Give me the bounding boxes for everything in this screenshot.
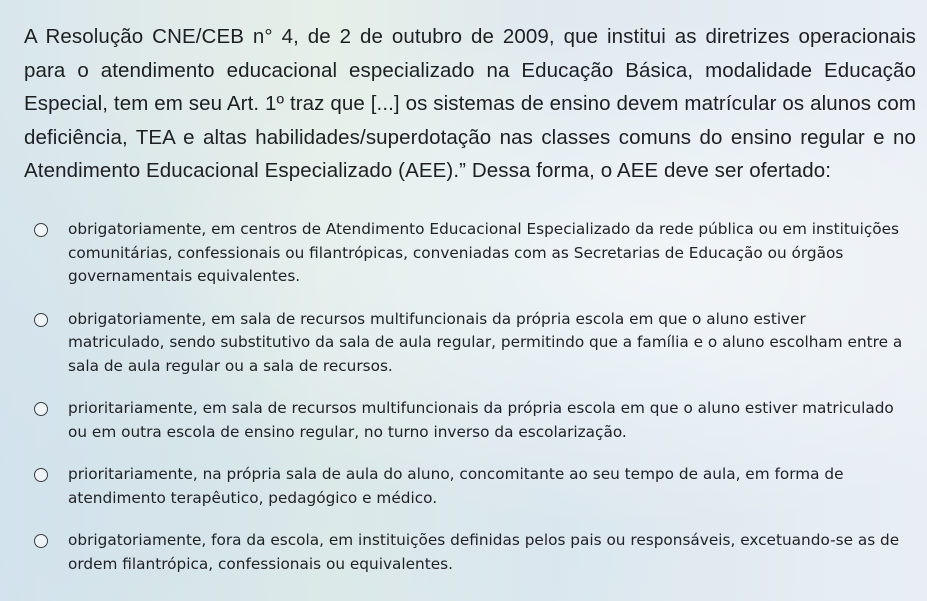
answer-option-label[interactable]: obrigatoriamente, em centros de Atendimento Educacional Especializado da rede pública ou em instituições comunitárias, confessionais ou filantrópicas, conveniadas com as Secretarias de Educação ou órgãos governamentais equivalentes. (68, 220, 899, 285)
radio-button-c[interactable] (34, 402, 48, 416)
question-text: A Resolução CNE/CEB n° 4, de 2 de outubro de 2009, que institui as diretrizes operacionais para o atendimento educacional especializado na Educação Básica, modalidade Educação Especial, tem em seu Art. 1º traz que [...] os sistemas de ensino devem matrícular os alunos com deficiência, TEA e altas habilidades/superdotação nas classes comuns do ensino regular e no Atendimento Educacional Especializado (AEE).” Dessa forma, o AEE deve ser ofertado: (24, 25, 916, 182)
answer-option-a[interactable] (34, 218, 914, 289)
answer-option-label[interactable]: obrigatoriamente, fora da escola, em instituições definidas pelos pais ou responsáveis, excetuando-se as de ordem filantrópica, confessionais ou equivalentes. (68, 531, 900, 573)
answer-option-c[interactable] (34, 397, 914, 444)
radio-button-a[interactable] (34, 223, 48, 237)
answer-option-label[interactable]: prioritariamente, na própria sala de aula do aluno, concomitante ao seu tempo de aula, em forma de atendimento terapêutico, pedagógico e médico. (68, 465, 844, 507)
answer-option-e[interactable] (34, 529, 914, 576)
answer-option-label[interactable]: obrigatoriamente, em sala de recursos multifuncionais da própria escola em que o aluno estiver matriculado, sendo substitutivo da sala de aula regular, permitindo que a família e o aluno escolham entre a sala de aula regular ou a sala de recursos. (68, 309, 903, 375)
radio-button-d[interactable] (34, 468, 48, 482)
answer-option-d[interactable] (34, 463, 914, 510)
radio-button-e[interactable] (34, 534, 48, 548)
answer-option-label[interactable]: prioritariamente, em sala de recursos multifuncionais da própria escola em que o aluno estiver matriculado ou em outra escola de ensino regular, no turno inverso da escolarização. (68, 399, 894, 441)
radio-button-b[interactable] (34, 313, 48, 327)
answer-option-b[interactable] (34, 308, 914, 379)
answer-options (34, 218, 914, 595)
